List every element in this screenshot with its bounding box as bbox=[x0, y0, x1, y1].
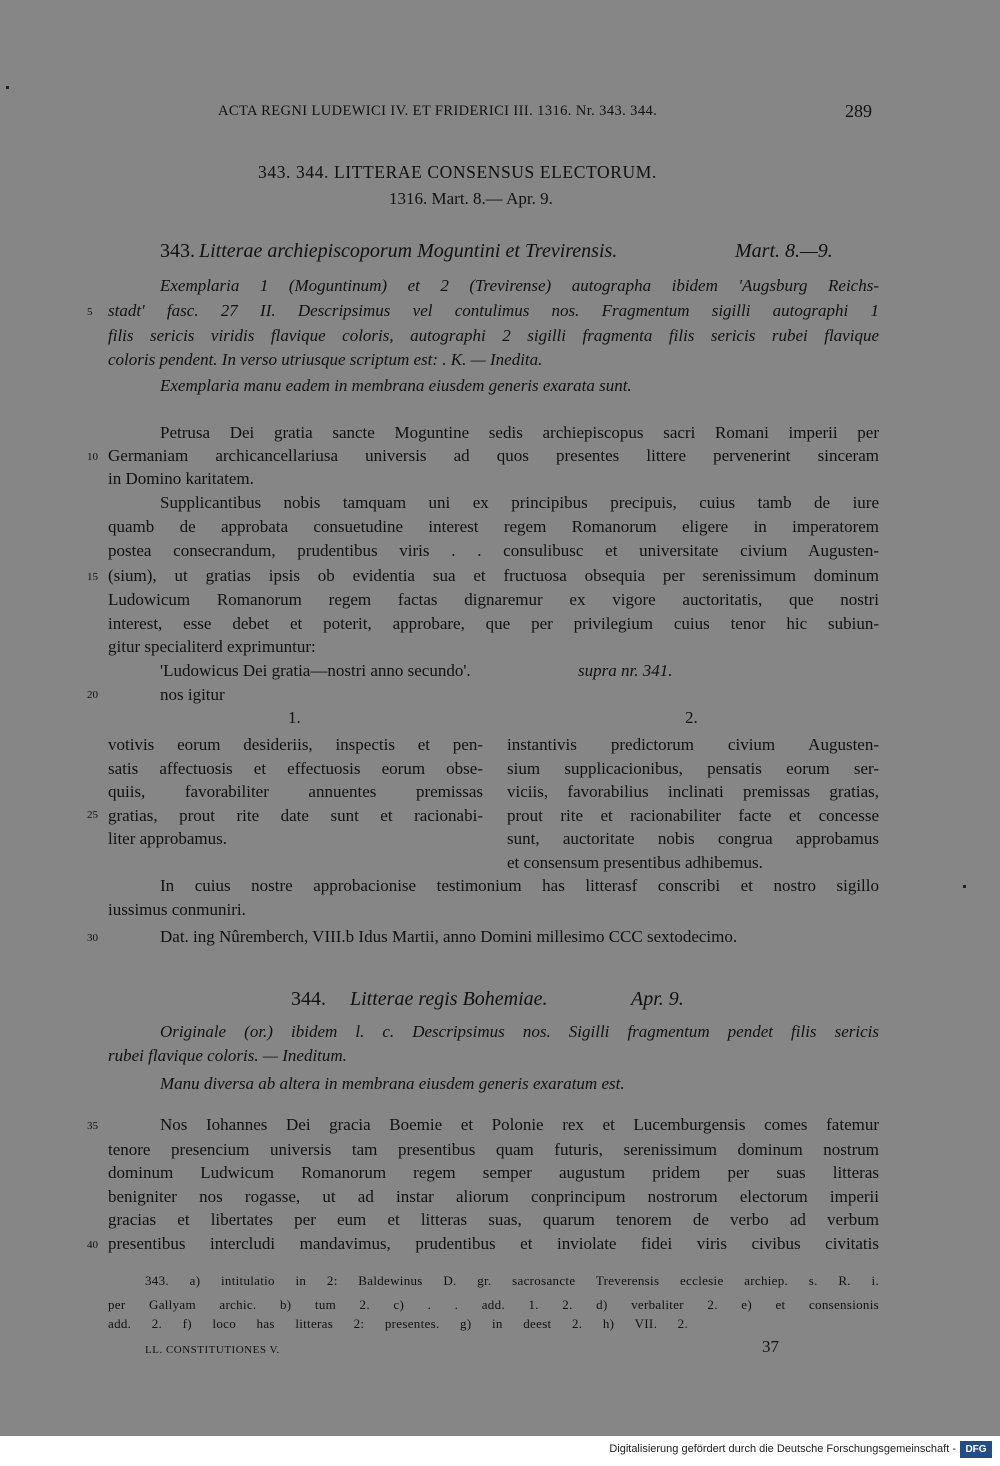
signature-number: 37 bbox=[762, 1337, 779, 1356]
doc343-intro-line: Exemplaria 1 (Moguntinum) et 2 (Trevirense) autographa ibidem 'Augsburg Reichs- bbox=[160, 276, 879, 295]
doc343-text-line: interest, esse debet et poterit, approbare, que per privilegium cuius tenor hic subiun- bbox=[108, 614, 879, 633]
footnote-line: 343. a) intitulatio in 2: Baldewinus D. gr. sacrosancte Treverensis ecclesie archiep. s. R. i. bbox=[145, 1273, 879, 1288]
doc343-text-line: in Domino karitatem. bbox=[108, 469, 254, 488]
doc343-text-line: Ludowicum Romanorum regem factas dignaremur ex vigore auctoritatis, que nostri bbox=[108, 590, 879, 609]
doc344-text-line: benigniter nos rogasse, ut ad instar aliorum conprincipum nostrorum electorum imperii bbox=[108, 1187, 879, 1206]
doc343-text-line: gitur specialiterd exprimuntur: bbox=[108, 637, 316, 656]
doc343-closing-line: In cuius nostre approbacionise testimonium has litterasf conscribi et nostro sigillo bbox=[160, 876, 879, 895]
line-number: 10 bbox=[87, 451, 98, 463]
line-number: 15 bbox=[87, 571, 98, 583]
column2-line: sunt, auctoritate nobis congrua approbamus bbox=[507, 829, 879, 848]
doc343-text-line: (sium), ut gratias ipsis ob evidentia sua et fructuosa obsequia per serenissimum dominum bbox=[108, 566, 879, 585]
column2-line: prout rite et racionabiliter facte et concesse bbox=[507, 805, 879, 825]
doc343-crossref: supra nr. 341. bbox=[578, 661, 673, 680]
doc344-title: Litterae regis Bohemiae. bbox=[350, 988, 548, 1010]
doc343-intro-line: coloris pendent. In verso utriusque scriptum est: . K. — Inedita. bbox=[108, 350, 543, 369]
line-number: 40 bbox=[87, 1239, 98, 1251]
doc343-dating-clause: Dat. ing Nûremberch, VIII.b Idus Martii, anno Domini millesimo CCC sextodecimo. bbox=[160, 927, 738, 946]
footnote-line: add. 2. f) loco has litteras 2: presentes. g) in deest 2. h) VII. 2. bbox=[108, 1316, 688, 1331]
doc343-number: 343. bbox=[160, 240, 195, 262]
line-number: 25 bbox=[87, 809, 98, 821]
doc344-intro-line: Originale (or.) ibidem l. c. Descripsimus nos. Sigilli fragmentum pendet filis sericis bbox=[160, 1022, 879, 1041]
column1-line: votivis eorum desideriis, inspectis et pen- bbox=[108, 735, 483, 754]
line-number: 5 bbox=[87, 306, 93, 318]
dfg-logo: DFG bbox=[960, 1441, 992, 1458]
digitization-credit: Digitalisierung gefördert durch die Deutsche Forschungsgemeinschaft - bbox=[609, 1443, 956, 1455]
line-number: 20 bbox=[87, 689, 98, 701]
doc344-text-line: Nos Iohannes Dei gracia Boemie et Polonie rex et Lucemburgensis comes fatemur bbox=[160, 1115, 879, 1134]
page-number: 289 bbox=[845, 101, 872, 121]
column2-heading: 2. bbox=[685, 708, 698, 727]
doc344-text-line: gracias et libertates per eum et litteras suas, quarum tenorem de verbo ad verbum bbox=[108, 1210, 879, 1229]
doc343-text-line: Supplicantibus nobis tamquam uni ex principibus precipuis, cuius tamb de iure bbox=[160, 493, 879, 512]
column2-line: instantivis predictorum civium Augusten- bbox=[507, 735, 879, 754]
section-title: 343. 344. LITTERAE CONSENSUS ELECTORUM. bbox=[258, 162, 657, 182]
doc343-title: Litterae archiepiscoporum Moguntini et Trevirensis. bbox=[199, 240, 618, 262]
digitization-credit-bar bbox=[0, 1436, 1000, 1466]
column1-heading: 1. bbox=[288, 708, 301, 727]
doc343-closing-line: iussimus conmuniri. bbox=[108, 900, 246, 919]
doc343-text-line: quamb de approbata consuetudine interest regem Romanorum eligere in imperatorem bbox=[108, 517, 879, 536]
doc343-intro-line: stadt' fasc. 27 II. Descripsimus vel contulimus nos. Fragmentum sigilli autographi 1 bbox=[108, 301, 879, 320]
doc344-text-line: tenore presencium universis tam presentibus quam futuris, serenissimum dominum nostrum bbox=[108, 1140, 879, 1159]
column1-line: gratias, prout rite date sunt et racionabi- bbox=[108, 805, 483, 825]
doc344-number: 344. bbox=[291, 988, 326, 1010]
doc343-intro-line: filis sericis viridis flavique coloris, autographi 2 sigilli fragmenta filis sericis rubei flavique bbox=[108, 326, 879, 345]
doc343-text-line: Germaniam archicancellariusa universis ad quos presentes littere pervenerint sinceram bbox=[108, 446, 879, 465]
column2-line: viciis, favorabilius inclinati premissas gratias, bbox=[507, 782, 879, 801]
column1-line: satis affectuosis et effectuosis eorum obse- bbox=[108, 758, 483, 778]
running-title: ACTA REGNI LUDEWICI IV. ET FRIDERICI III. 1316. Nr. 343. 344. bbox=[218, 103, 658, 119]
scan-speck bbox=[6, 86, 9, 89]
column1-text bbox=[108, 733, 483, 851]
doc343-date: Mart. 8.—9. bbox=[735, 240, 833, 262]
section-date: 1316. Mart. 8.— Apr. 9. bbox=[389, 189, 553, 208]
doc343-text-line: Petrusa Dei gratia sancte Moguntine sedis archiepiscopus sacri Romani imperii per bbox=[160, 423, 879, 442]
column2-line: sium supplicacionibus, pensatis eorum ser- bbox=[507, 758, 879, 778]
line-number: 35 bbox=[87, 1120, 98, 1132]
doc344-text-line: dominum Ludwicum Romanorum regem semper augustum pridem per suas litteras bbox=[108, 1163, 879, 1182]
doc344-intro-line: Manu diversa ab altera in membrana eiusdem generis exaratum est. bbox=[160, 1074, 625, 1093]
column1-line: liter approbamus. bbox=[108, 829, 227, 848]
doc344-date: Apr. 9. bbox=[631, 988, 684, 1010]
doc344-text-line: presentibus intercludi mandavimus, prudentibus et inviolate fidei viris civibus civitatis bbox=[108, 1234, 879, 1253]
doc343-text-line: postea consecrandum, prudentibus viris . . consulibusc et universitate civium Augusten- bbox=[108, 541, 879, 560]
scan-speck bbox=[963, 885, 966, 888]
column2-text bbox=[507, 733, 879, 874]
column2-line: et consensum presentibus adhibemus. bbox=[507, 852, 763, 872]
doc343-intro-line: Exemplaria manu eadem in membrana eiusdem generis exarata sunt. bbox=[160, 376, 632, 395]
footnote-line: per Gallyam archic. b) tum 2. c) . . add. 1. 2. d) verbaliter 2. e) et consensionis bbox=[108, 1297, 879, 1312]
doc343-text-line: 'Ludowicus Dei gratia—nostri anno secundo'. bbox=[160, 661, 471, 680]
line-number: 30 bbox=[87, 932, 98, 944]
signature-mark: LL. CONSTITUTIONES V. bbox=[145, 1344, 280, 1356]
doc343-text-line: nos igitur bbox=[160, 685, 225, 704]
doc344-intro-line: rubei flavique coloris. — Ineditum. bbox=[108, 1046, 347, 1065]
column1-line: quiis, favorabiliter annuentes premissas bbox=[108, 782, 483, 801]
